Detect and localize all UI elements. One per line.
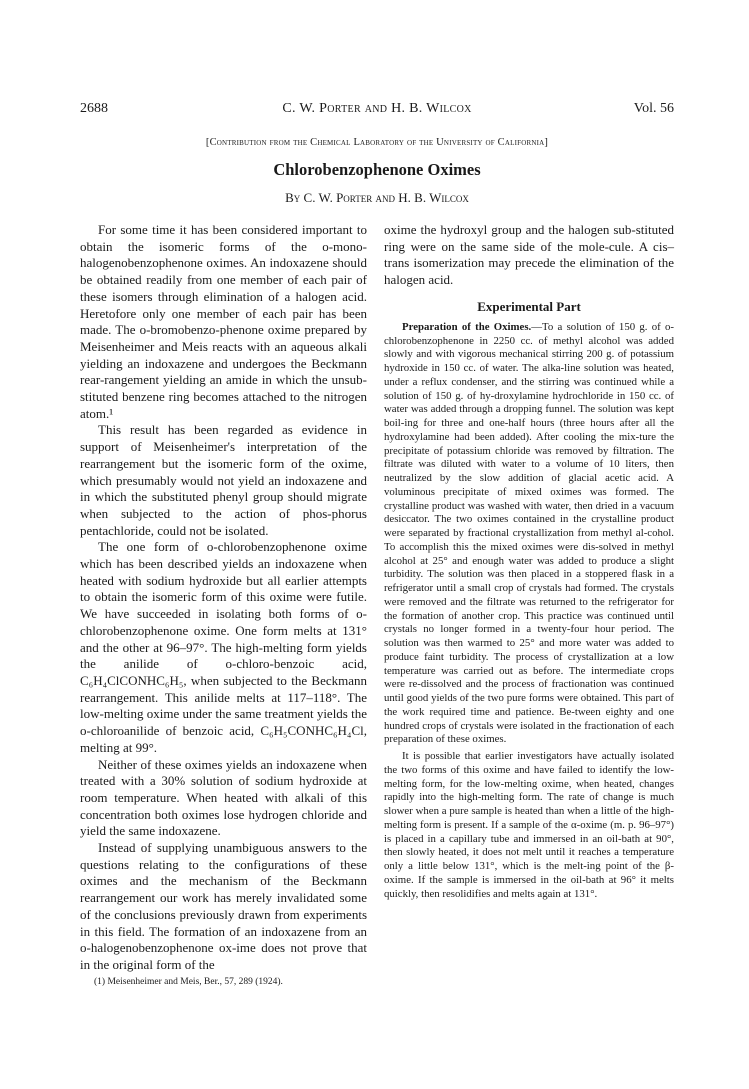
paragraph: It is possible that earlier investigators have actually isolated the two forms of this oxime and have failed to identify the low-melting form, for the low-melting oxime, when heated, changes rapidly into the high-melting form. The rate of change is much slower when a pure sample is heated than when a little of the high-melting form is present. If a sample of the α-oxime (m. p. 96–97°) is placed in a capillary tube and immersed in an oil-bath at 90°, then slowly heated, it does not melt until it reaches a temperature only a little below 131°, which is the melt-ing point of the β-oxime. If the sample is immersed in the oil-bath at 96° it melts quickly, then resolidifies and melts again at 131°. — [384, 750, 674, 900]
paragraph: For some time it has been considered important to obtain the isomeric forms of the o-mono-halogenobenzophenone oximes. An indoxazene should be obtained readily from one member of each pair of these isomers through elimination of a halogen acid. Heretofore only one member of each pair has been made. The o-bromobenzo-phenone oxime prepared by Meisenheimer and Meis reacts with an aqueous alkali yielding an indoxazene and undergoes the Beckmann rear-rangement yielding an amide in which the unsub-stituted benzene ring becomes attached to the nitrogen atom.¹ — [80, 222, 367, 421]
subsection-heading: Preparation of the Oximes. — [402, 320, 532, 333]
section-heading: Experimental Part — [477, 298, 581, 314]
footnote: (1) Meisenheimer and Meis, Ber., 57, 289 (1924). — [94, 976, 283, 987]
running-title: C. W. Porter and H. B. Wilcox — [282, 101, 472, 116]
article-title: Chlorobenzophenone Oximes — [273, 160, 481, 179]
contribution-line: [Contribution from the Chemical Laboratory of the University of California] — [205, 137, 549, 148]
paragraph: —To a solution of 150 g. of o-chlorobenzophenone in 2250 cc. of methyl alcohol was added slowly and with vigorous mechanical stirring 200 g. of potassium hydroxide in 150 cc. of water. The alka-line solution was heated, under a reflux condenser, and the stirring was continued while a solution of 150 g. of hy-droxylamine hydrochloride in 150 cc. of water was added through a dropping funnel. The solution was kept boil-ing for three and one-half hours (three hours after all the hydroxylamine had been added). After cooling the mix-ture the precipitate of potassium chloride was removed by filtration. The filtrate was diluted with water to a volume of 10 liters, then neutralized by the slow addition of glacial acetic acid. A voluminous precipitate of mixed oximes was formed. The crystalline product was washed with water, then dried in a vacuum desiccator. The two oximes contained in the crystalline product were separated by fractional crystallization from methyl al-cohol. To accomplish this the mixed oximes were dis-solved in methyl alcohol at 25° and enough water was added to produce a slight turbidity. The solution was then placed in a stoppered flask in a refrigerator until a small crop of crystals had formed. The crystals were removed and the filtrate was returned to the refrigerator for the formation of another crop. This practice was continued until crystals no longer formed in a twenty-four hour period. The solution was then warmed to 25° and more water was added to produce faint turbidity. The process of crystallization at a low temperature was carried out as before. The intermediate crops were re-dissolved and the process of fractionation was continued until good yields of the two pure forms were obtained. This part of the work required time and patience. Be-tween eighty and one hundred crops of crystals were isolated in the fractionation of each preparation of these oximes. — [384, 320, 675, 746]
paragraph: Instead of supplying unambiguous answers to the questions relating to the configurations of these oximes and the mechanism of the Beckmann rearrangement our work has merely invalidated some of the conclusions previously drawn from experiments in this field. The formation of an indoxazene from an o-halogenobenzophenone ox-ime does not prove that in the original form of the — [80, 840, 367, 972]
paragraph: Neither of these oximes yields an indoxazene when treated with a 30% solution of sodium hydroxide at room temperature. When heated with alkali of this concentration both oximes lose hydrogen chloride and yield the same indoxazene. — [80, 756, 367, 839]
paragraph: oxime the hydroxyl group and the halogen sub-stituted ring were on the same side of the mole-cule. A cis–trans isomerization may precede the elimination of the halogen acid. — [384, 222, 674, 288]
running-header — [80, 101, 674, 121]
page-number: 2688 — [80, 101, 108, 116]
experimental-text — [384, 321, 674, 902]
right-column — [384, 222, 674, 904]
volume-label: Vol. 56 — [633, 101, 674, 116]
paragraph: The one form of o-chlorobenzophenone oxime which has been described yields an indoxazene when heated with sodium hydroxide but all earlier attempts to obtain the isomeric form of this oxime were futile. We have succeeded in isolating both forms of o-chlorobenzophenone oxime. One form melts at 131° and the other at 96–97°. The high-melting form yields the anilide of o-chloro-benzoic acid, C₆H₄ClCONHC₆H₅, when subjected to the Beckmann rearrangement. This anilide melts at 117–118°. The low-melting oxime under the same treatment yields the o-chloroanilide of benzoic acid, C₆H₅CONHC₆H₄Cl, melting at 99°. — [80, 539, 368, 755]
byline: By C. W. Porter and H. B. Wilcox — [285, 190, 469, 205]
paragraph: This result has been regarded as evidence in support of Meisenheimer's interpretation of the rearrangement but the isomeric form of the oxime, which presumably would not yield an indoxazene and in which the substituted phenyl group should migrate when subjected to the action of phos-phorus pentachloride, could not be isolated. — [80, 422, 367, 538]
left-column — [80, 222, 367, 990]
